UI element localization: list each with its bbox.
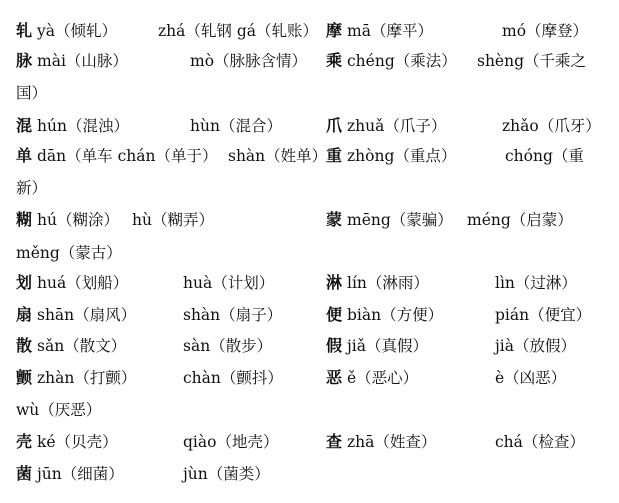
entry-pinyin: zhòng（重点） bbox=[347, 147, 457, 165]
entry-pinyin: mài（山脉） bbox=[37, 52, 128, 70]
entry-pinyin: mā（摩平） bbox=[347, 22, 433, 40]
entry-char: 壳 bbox=[16, 432, 33, 451]
entry-continuation: 国） bbox=[16, 84, 48, 102]
entry-char: 脉 bbox=[16, 51, 33, 70]
entry-char: 摩 bbox=[326, 21, 343, 40]
entry-char: 单 bbox=[16, 146, 33, 165]
entry-pinyin: zhá（轧钢 gá（轧账） bbox=[158, 22, 318, 40]
entry-pinyin: dān（单车 chán（单于） bbox=[37, 147, 218, 165]
entry-pinyin: shān（扇风） bbox=[37, 306, 137, 324]
entry-pinyin: huá（划船） bbox=[37, 274, 129, 292]
entry-pinyin: lìn（过淋） bbox=[495, 274, 577, 292]
entry-pinyin: shèng（千乘之 bbox=[477, 52, 587, 70]
entry-char: 乘 bbox=[326, 51, 343, 70]
entry-char: 查 bbox=[326, 432, 343, 451]
entry-pinyin: chàn（颤抖） bbox=[183, 369, 283, 387]
entry-pinyin: mó（摩登） bbox=[502, 22, 589, 40]
entry-pinyin: zhǎo（爪牙） bbox=[502, 117, 601, 135]
entry-char: 散 bbox=[16, 336, 33, 355]
entry-pinyin: chá（检查） bbox=[495, 433, 585, 451]
entry-char: 划 bbox=[16, 273, 33, 292]
entry-pinyin: shàn（姓单） bbox=[228, 147, 328, 165]
entry-pinyin: qiào（地壳） bbox=[183, 433, 279, 451]
entry-pinyin: sàn（散步） bbox=[183, 337, 273, 355]
entry-char: 菌 bbox=[16, 464, 33, 483]
entry-continuation: wù（厌恶） bbox=[16, 401, 102, 419]
entry-pinyin: yà（倾轧） bbox=[37, 22, 117, 40]
entry-pinyin: méng（启蒙） bbox=[467, 211, 573, 229]
entry-char: 恶 bbox=[326, 368, 343, 387]
entry-char: 糊 bbox=[16, 210, 33, 229]
entry-continuation: 新） bbox=[16, 179, 48, 197]
entry-pinyin: hú（糊涂） bbox=[37, 211, 119, 229]
entry-char: 混 bbox=[16, 116, 33, 135]
entry-char: 便 bbox=[326, 305, 343, 324]
entry-pinyin: biàn（方便） bbox=[347, 306, 444, 324]
entry-pinyin: hún（混浊） bbox=[37, 117, 129, 135]
entry-pinyin: lín（淋雨） bbox=[347, 274, 429, 292]
entry-char: 爪 bbox=[326, 116, 343, 135]
entry-pinyin: jiǎ（真假） bbox=[347, 337, 429, 355]
entry-pinyin: mēng（蒙骗） bbox=[347, 211, 453, 229]
entry-pinyin: sǎn（散文） bbox=[37, 337, 127, 355]
entry-pinyin: shàn（扇子） bbox=[183, 306, 283, 324]
entry-continuation: měng（蒙古） bbox=[16, 244, 122, 262]
entry-char: 淋 bbox=[326, 273, 343, 292]
entry-pinyin: jùn（菌类） bbox=[183, 465, 270, 483]
entry-pinyin: zhuǎ（爪子） bbox=[347, 117, 447, 135]
entry-pinyin: jià（放假） bbox=[495, 337, 577, 355]
entry-char: 扇 bbox=[16, 305, 33, 324]
entry-pinyin: pián（便宜） bbox=[495, 306, 592, 324]
entry-pinyin: chóng（重 bbox=[505, 147, 584, 165]
entry-pinyin: chéng（乘法） bbox=[347, 52, 457, 70]
entry-pinyin: ě（恶心） bbox=[347, 369, 419, 387]
entry-pinyin: hù（糊弄） bbox=[132, 211, 214, 229]
entry-char: 蒙 bbox=[326, 210, 343, 229]
entry-char: 重 bbox=[326, 146, 343, 165]
entry-char: 颤 bbox=[16, 368, 33, 387]
entry-pinyin: ké（贝壳） bbox=[37, 433, 118, 451]
entry-pinyin: zhàn（打颤） bbox=[37, 369, 137, 387]
entry-char: 假 bbox=[326, 336, 343, 355]
entry-pinyin: mò（脉脉含情） bbox=[190, 52, 308, 70]
entry-pinyin: huà（计划） bbox=[183, 274, 275, 292]
entry-pinyin: jūn（细菌） bbox=[37, 465, 124, 483]
entry-char: 轧 bbox=[16, 21, 33, 40]
entry-pinyin: hùn（混合） bbox=[190, 117, 282, 135]
entry-pinyin: zhā（姓查） bbox=[347, 433, 437, 451]
entry-pinyin: è（凶恶） bbox=[495, 369, 567, 387]
